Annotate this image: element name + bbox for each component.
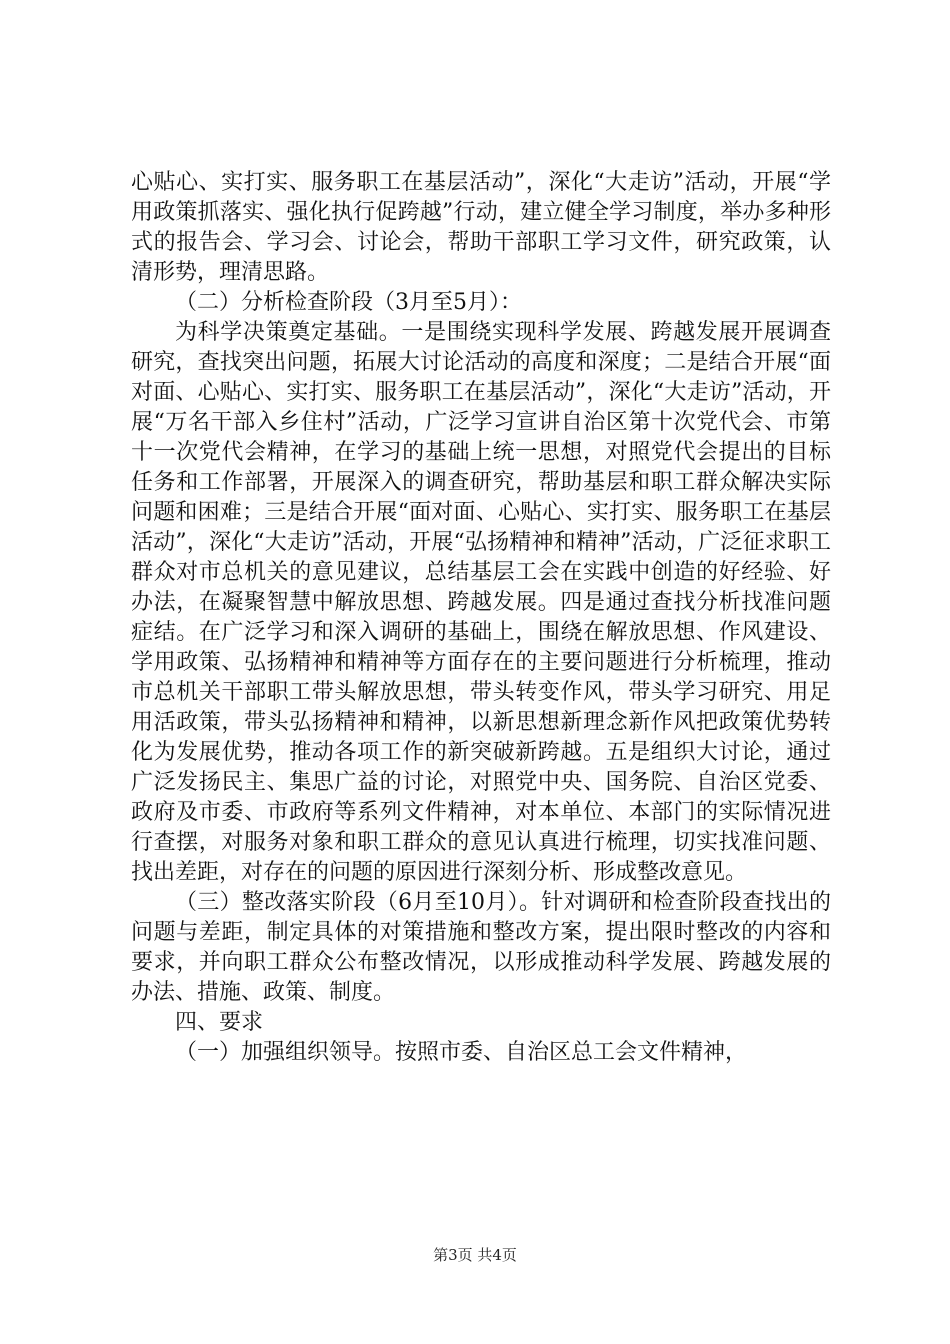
section-heading-requirements: 四、要求	[175, 1010, 264, 1035]
paragraph-3: 为科学决策奠定基础。一是围绕实现科学发展、跨越发展开展调查研究，查找突出问题，拓展大讨论活动的高度和深度；二是结合开展“面对面、心贴心、实打实、服务职工在基层活动”，深化“大走访”活动，开展“万名干部入乡住村”活动，广泛学习宣讲自治区第十次党代会、市第十一次党代会精神，在学习的基础上统一思想，对照党代会提出的目标任务和工作部署，开展深入的调查研究，帮助基层和职工群众解决实际问题和困难；三是结合开展“面对面、心贴心、实打实、服务职工在基层活动”，深化“大走访”活动，开展“弘扬精神和精神”活动，广泛征求职工群众对市总机关的意见建议，总结基层工会在实践中创造的好经验、好办法，在凝聚智慧中解放思想、跨越发展。四是通过查找分析找准问题症结。在广泛学习和深入调研的基础上，围绕在解放思想、作风建设、学用政策、弘扬精神和精神等方面存在的主要问题进行分析梳理，推动市总机关干部职工带头解放思想，带头转变作风，带头学习研究、用足用活政策，带头弘扬精神和精神，以新思想新理念新作风把政策优势转化为发展优势，推动各项工作的新突破新跨越。五是组织大讨论，通过广泛发扬民主、集思广益的讨论，对照党中央、国务院、自治区党委、政府及市委、市政府等系列文件精神，对本单位、本部门的实际情况进行查摆，对服务对象和职工群众的意见认真进行梳理，切实找准问题、找出差距，对存在的问题的原因进行深刻分析、形成整改意见。	[131, 320, 831, 885]
paragraph-2: （二）分析检查阶段（3月至5月）：	[175, 290, 522, 315]
paragraph-4: （三）整改落实阶段（6月至10月）。针对调研和检查阶段查找出的问题与差距，制定具体的对策措施和整改方案，提出限时整改的内容和要求，并向职工群众公布整改情况，以形成推动科学发展、跨越发展的办法、措施、政策、制度。	[131, 890, 831, 1005]
page-footer: 第3页 共4页	[433, 1246, 517, 1264]
paragraph-6: （一）加强组织领导。按照市委、自治区总工会文件精神，	[175, 1040, 748, 1065]
document-body	[131, 168, 831, 1068]
paragraph-1: 心贴心、实打实、服务职工在基层活动”，深化“大走访”活动，开展“学用政策抓落实、强化执行促跨越”行动，建立健全学习制度，举办多种形式的报告会、学习会、讨论会，帮助干部职工学习文件，研究政策，认清形势，理清思路。	[131, 170, 831, 285]
